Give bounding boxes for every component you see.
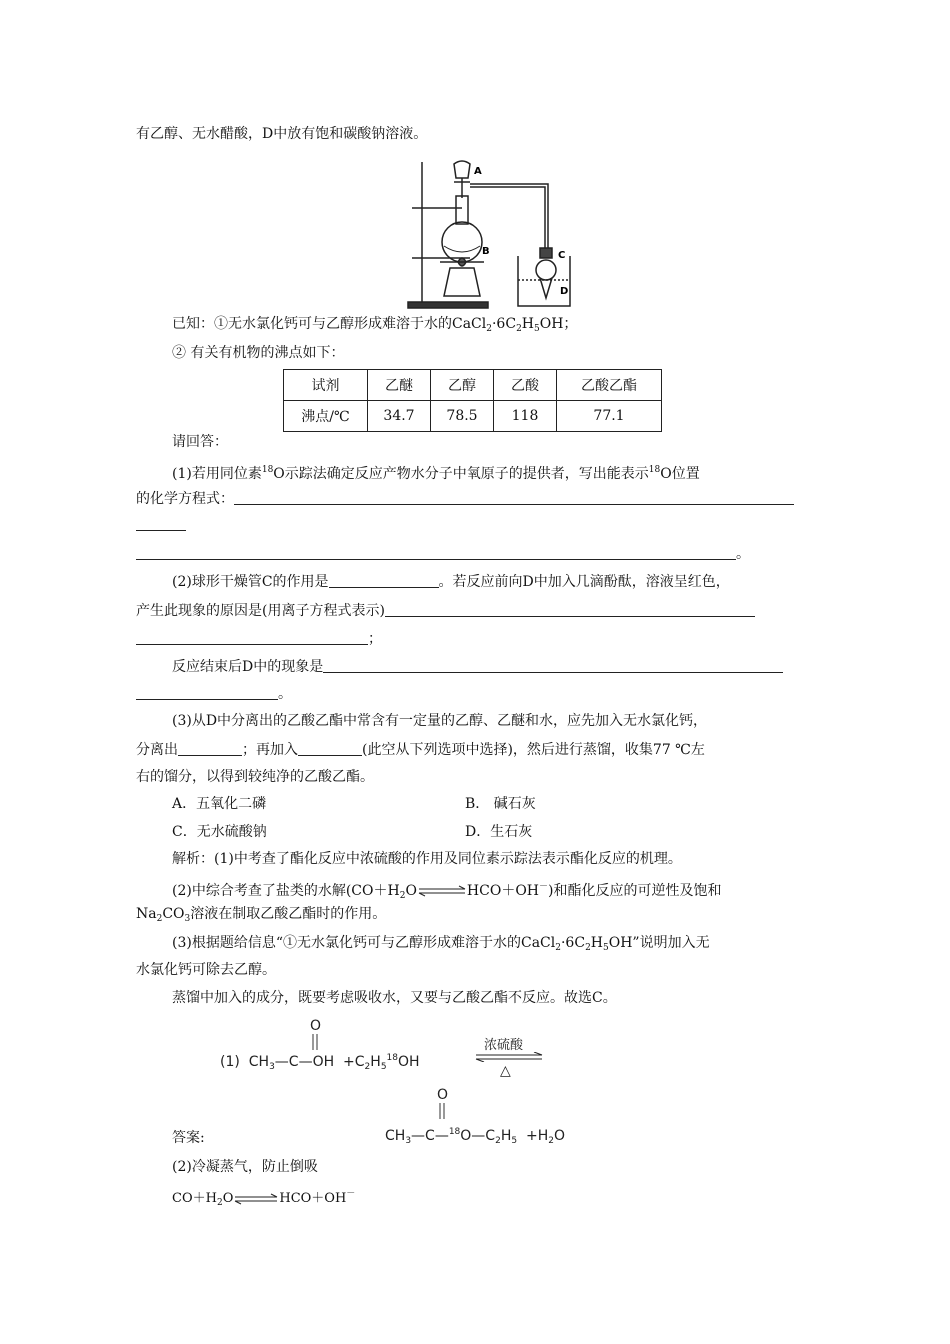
analysis-3-line2: 水氯化钙可除去乙醇。 — [136, 962, 276, 978]
q1-line1: (1)若用同位素$^{18}$O示踪法确定反应产物水分子中氧原子的提供者，写出能表示$^{18}$O位置 — [172, 465, 700, 482]
answer-label: 答案: — [172, 1130, 205, 1146]
double-bond-icon — [438, 1103, 446, 1119]
table-row — [284, 401, 662, 432]
condition-top: 浓硫酸 — [484, 1038, 524, 1053]
analysis-1: 解析：(1)中考查了酯化反应中浓硫酸的作用及同位素示踪法表示酯化反应的机理。 — [172, 851, 682, 867]
table-cell: 乙酸乙酯 — [557, 370, 662, 401]
option-d[interactable]: D．生石灰 — [465, 824, 533, 840]
table-cell: 乙醇 — [431, 370, 494, 401]
answer-equation: $CO+H_2O$ HCO＋OH－ — [172, 1189, 356, 1208]
q2-line3: ； — [136, 629, 382, 649]
carbonyl-o-product: O — [437, 1087, 449, 1103]
answer-blank[interactable] — [298, 741, 362, 756]
label-c: C — [558, 250, 566, 261]
option-c[interactable]: C．无水硫酸钠 — [172, 824, 267, 840]
q1-line3 — [136, 515, 186, 535]
table-cell: 118 — [494, 401, 557, 432]
q2-line2: 产生此现象的原因是(用离子方程式表示) — [136, 601, 755, 621]
analysis-4: 蒸馏中加入的成分，既要考虑吸收水，又要与乙酸乙酯不反应。故选C。 — [172, 990, 617, 1006]
table-cell: 试剂 — [284, 370, 368, 401]
table-cell: 乙醚 — [368, 370, 431, 401]
prompt: 请回答： — [172, 434, 228, 450]
answer-blank[interactable] — [323, 658, 783, 673]
intro-text: 有乙醇、无水醋酸，D中放有饱和碳酸钠溶液。 — [136, 126, 428, 142]
known-1: 已知：①无水氯化钙可与乙醇形成难溶于水的$CaCl_2\cdot 6C_2H_5OH$； — [172, 316, 578, 334]
equation-products: $CH_3—C—^{18}O—C_2H_5 +H_2O$ — [385, 1127, 566, 1146]
analysis-2-line2: $Na_2CO_3$溶液在制取乙酸乙酯时的作用。 — [136, 906, 387, 924]
q3-line1: (3)从D中分离出的乙酸乙酯中常含有一定量的乙醇、乙醚和水，应先加入无水氯化钙， — [172, 713, 708, 729]
table-cell: 77.1 — [557, 401, 662, 432]
answer-blank[interactable] — [178, 741, 242, 756]
q2-line4: 反应结束后D中的现象是 — [172, 657, 783, 677]
equilibrium-arrow-icon — [233, 1193, 279, 1205]
q3-line3: 右的馏分，以得到较纯净的乙酸乙酯。 — [136, 769, 374, 785]
table-cell: 乙酸 — [494, 370, 557, 401]
label-d: D — [560, 286, 569, 297]
option-a[interactable]: A．五氧化二磷 — [172, 796, 267, 812]
answer-blank[interactable] — [136, 545, 736, 560]
option-b[interactable]: B． 碱石灰 — [465, 796, 536, 812]
q1-line4: 。 — [136, 544, 750, 564]
table-row — [284, 370, 662, 401]
answer-2: (2)冷凝蒸气，防止倒吸 — [172, 1159, 318, 1175]
carbonyl-o-top: O — [310, 1018, 322, 1034]
q2-line1: (2)球形干燥管C的作用是 。若反应前向D中加入几滴酚酞，溶液呈红色， — [172, 574, 730, 590]
q1-line2: 的化学方程式： — [136, 489, 794, 509]
q2-line5: 。 — [136, 684, 292, 704]
equation-reactants: (1) $CH_3—C—OH +C_2H_5^{18}OH$ — [220, 1053, 420, 1072]
answer-blank[interactable] — [136, 630, 368, 645]
answer-blank[interactable] — [329, 573, 439, 588]
boiling-point-table — [283, 369, 662, 432]
table-cell: 34.7 — [368, 401, 431, 432]
table-cell: 78.5 — [431, 401, 494, 432]
equilibrium-arrow-icon — [417, 885, 467, 897]
label-a: A — [474, 166, 482, 177]
answer-blank[interactable] — [136, 685, 278, 700]
table-cell: 沸点/℃ — [284, 401, 368, 432]
known-2: ② 有关有机物的沸点如下： — [172, 345, 345, 361]
answer-blank[interactable] — [234, 490, 794, 505]
analysis-2: (2)中综合考查了盐类的水解($CO+H_2O$ HCO＋OH－)和酯化反应的可逆性及饱和 — [172, 882, 722, 901]
analysis-3: (3)根据题给信息“①无水氯化钙可与乙醇形成难溶于水的$CaCl_2\cdot 6C_2H_5OH$”说明加入无 — [172, 935, 710, 953]
answer-blank[interactable] — [136, 516, 186, 531]
condition-bottom: △ — [500, 1063, 511, 1079]
apparatus-figure — [400, 158, 580, 310]
answer-blank[interactable] — [385, 602, 755, 617]
label-b: B — [482, 246, 490, 257]
q3-line2: 分离出 ；再加入 (此空从下列选项中选择)，然后进行蒸馏，收集77 ℃左 — [136, 742, 705, 758]
